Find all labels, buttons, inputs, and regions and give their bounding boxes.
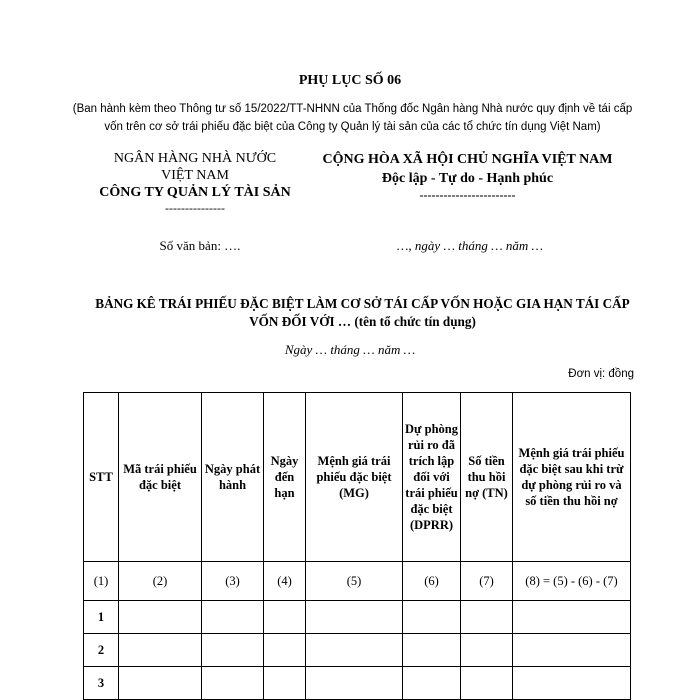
row-index-cell: 1 — [84, 601, 119, 634]
motto: Độc lập - Tự do - Hạnh phúc — [381, 171, 554, 186]
table-cell — [202, 601, 264, 634]
column-number-row — [84, 562, 631, 601]
country-name: CỘNG HÒA XÃ HỘI CHỦ NGHĨA VIỆT NAM — [322, 152, 613, 167]
table-cell — [119, 667, 202, 700]
table-cell — [513, 601, 631, 634]
national-motto-block — [310, 150, 625, 202]
table-cell — [264, 634, 306, 667]
table-cell — [119, 601, 202, 634]
place-date: …, ngày … tháng … năm … — [396, 238, 544, 253]
header-cell: Ngày phát hành — [202, 393, 264, 562]
table-cell — [306, 667, 403, 700]
table-row — [84, 667, 631, 700]
header-cell: Mệnh giá trái phiếu đặc biệt sau khi trừ dự phòng rủi ro và số tiền thu hồi nợ — [513, 393, 631, 562]
table-cell — [461, 634, 513, 667]
table-cell — [264, 667, 306, 700]
table-cell — [264, 601, 306, 634]
header-cell: Số tiền thu hồi nợ (TN) — [461, 393, 513, 562]
column-number-cell: (2) — [119, 562, 202, 601]
table-cell — [513, 667, 631, 700]
table-cell — [403, 667, 461, 700]
column-number-cell: (6) — [403, 562, 461, 601]
column-number-cell: (1) — [84, 562, 119, 601]
header-cell: Mã trái phiếu đặc biệt — [119, 393, 202, 562]
table-row — [84, 601, 631, 634]
issuer-separator: --------------- — [165, 201, 225, 215]
header-cell: Dự phòng rủi ro đã trích lập đối với trái phiếu đặc biệt (DPRR) — [403, 393, 461, 562]
motto-separator: ------------------------ — [419, 188, 516, 202]
issuer-line-1: NGÂN HÀNG NHÀ NƯỚC — [113, 151, 277, 166]
issuer-line-3: CÔNG TY QUẢN LÝ TÀI SẢN — [99, 185, 291, 200]
report-title: BẢNG KÊ TRÁI PHIẾU ĐẶC BIỆT LÀM CƠ SỞ TÁI CẤP VỐN HOẶC GIA HẠN TÁI CẤP VỐN ĐỐI VỚI … (tên tổ chức tín dụng) — [95, 296, 630, 329]
report-date: Ngày … tháng … năm … — [284, 342, 416, 357]
row-index-cell: 2 — [84, 634, 119, 667]
table-cell — [306, 634, 403, 667]
bond-table — [83, 392, 631, 700]
header-cell: Mệnh giá trái phiếu đặc biệt (MG) — [306, 393, 403, 562]
column-number-cell: (3) — [202, 562, 264, 601]
column-number-cell: (5) — [306, 562, 403, 601]
appendix-note: (Ban hành kèm theo Thông tư số 15/2022/TT-NHNN của Thống đốc Ngân hàng Nhà nước quy định về tái cấp vốn trên cơ sở trái phiếu đặc biệt của Công ty Quản lý tài sản của các tổ chức tín dụng Việt Nam) — [72, 103, 633, 133]
table-cell — [461, 667, 513, 700]
table-cell — [119, 634, 202, 667]
appendix-title: PHỤ LỤC SỐ 06 — [298, 73, 402, 88]
column-number-cell: (4) — [264, 562, 306, 601]
column-number-cell: (7) — [461, 562, 513, 601]
row-index-cell: 3 — [84, 667, 119, 700]
table-header-row — [84, 393, 631, 562]
table-row — [84, 634, 631, 667]
table-cell — [202, 667, 264, 700]
column-number-cell: (8) = (5) - (6) - (7) — [513, 562, 631, 601]
document-number: Số văn bản: …. — [159, 238, 241, 253]
table-cell — [403, 634, 461, 667]
header-cell: STT — [84, 393, 119, 562]
unit-label: Đơn vị: đồng — [568, 368, 634, 380]
table-cell — [306, 601, 403, 634]
issuer-line-2: VIỆT NAM — [161, 168, 229, 183]
table-cell — [202, 634, 264, 667]
table-cell — [461, 601, 513, 634]
header-cell: Ngày đến hạn — [264, 393, 306, 562]
issuer-block — [95, 150, 295, 215]
table-cell — [513, 634, 631, 667]
table-cell — [403, 601, 461, 634]
